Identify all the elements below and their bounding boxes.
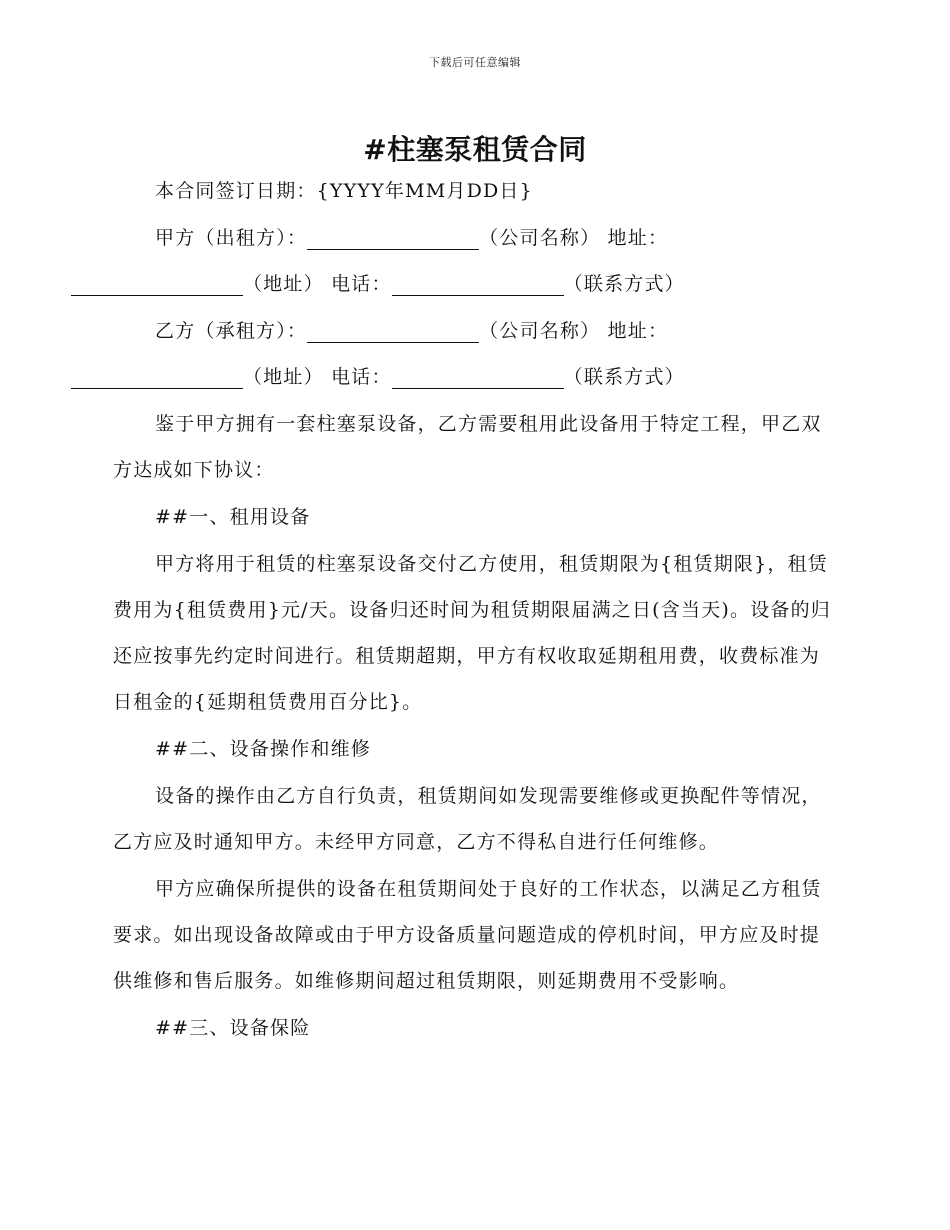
section2-paragraph-1: 设备的操作由乙方自行负责，租赁期间如发现需要维修或更换配件等情况，乙方应及时通知甲方。未经甲方同意，乙方不得私自进行任何维修。 [113, 785, 822, 853]
party-a-address-blank [71, 273, 243, 296]
party-a-company-hint: （公司名称） [479, 227, 601, 249]
party-b-contact-hint: （联系方式） [563, 366, 685, 388]
party-b-address-blank [71, 366, 243, 389]
party-b-label: 乙方（承租方）： [155, 320, 308, 342]
party-a-contact-hint: （联系方式） [563, 273, 685, 295]
party-a-phone-label: 电话： [331, 273, 392, 295]
party-b-block [113, 308, 831, 400]
preamble-paragraph: 鉴于甲方拥有一套柱塞泵设备，乙方需要租用此设备用于特定工程，甲乙双方达成如下协议： [113, 413, 822, 481]
section2-heading: ##二、设备操作和维修 [155, 738, 372, 760]
party-a-address-hint: （地址） [243, 273, 324, 295]
section2-paragraph-2: 甲方应确保所提供的设备在租赁期间处于良好的工作状态，以满足乙方租赁要求。如出现设备故障或由于甲方设备质量问题造成的停机时间，甲方应及时提供维修和售后服务。如维修期间超过租赁期限，则延期费用不受影响。 [113, 878, 822, 992]
party-b-phone-label: 电话： [331, 366, 392, 388]
party-b-phone-blank [392, 366, 564, 389]
contract-title: #柱塞泵租赁合同 [363, 133, 587, 166]
section1-heading: ##一、租用设备 [155, 506, 311, 528]
party-a-address-label: 地址： [607, 227, 669, 249]
party-a-phone-blank [392, 273, 564, 296]
section3-heading: ##三、设备保险 [155, 1017, 311, 1039]
contract-body [113, 168, 831, 1051]
section1-paragraph: 甲方将用于租赁的柱塞泵设备交付乙方使用，租赁期限为{租赁期限}，租赁费用为{租赁费用}元/天。设备归还时间为租赁期限届满之日(含当天)。设备的归还应按事先约定时间进行。租赁期超期，甲方有权收取延期租用费，收费标准为日租金的{延期租赁费用百分比}。 [113, 553, 832, 713]
party-b-address-hint: （地址） [243, 366, 324, 388]
header-note: 下载后可任意编辑 [429, 56, 521, 69]
signing-date-line: 本合同签订日期：{YYYY年MM月DD日} [155, 180, 533, 202]
party-a-label: 甲方（出租方）： [155, 227, 308, 249]
party-b-company-hint: （公司名称） [479, 320, 601, 342]
party-a-block [113, 215, 831, 307]
party-b-company-blank [307, 320, 479, 343]
party-a-company-blank [307, 227, 479, 250]
party-b-address-label: 地址： [607, 320, 669, 342]
